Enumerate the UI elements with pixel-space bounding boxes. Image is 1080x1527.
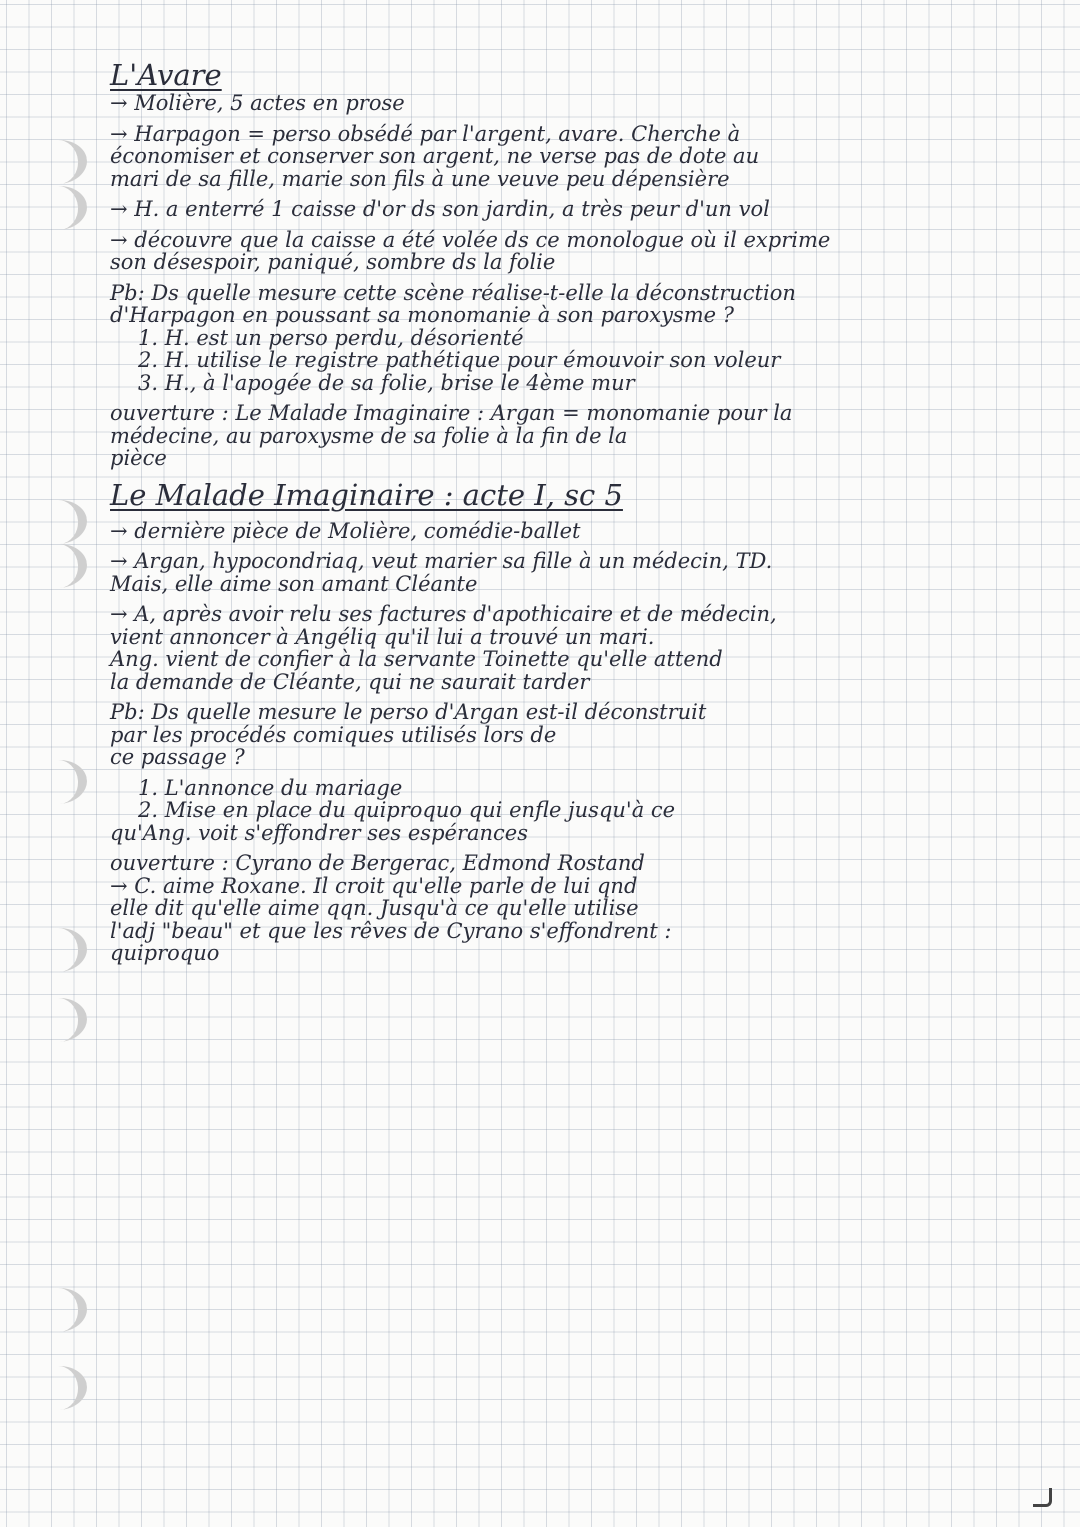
- note-line: quiproquo: [110, 941, 220, 965]
- note-line: 3. H., à l'apogée de sa folie, brise le 4ème mur: [138, 370, 635, 395]
- note-line: Pb: Ds quelle mesure le perso d'Argan est-il déconstruit: [110, 700, 707, 724]
- note-line: médecine, au paroxysme de sa folie à la fin de la: [110, 423, 628, 448]
- binder-hole: [29, 996, 89, 1044]
- binder-hole: [29, 498, 89, 546]
- note-line: qu'Ang. voit s'effondrer ses espérances: [110, 820, 528, 845]
- page-corner-mark: [1033, 1488, 1052, 1507]
- note-line: Mais, elle aime son amant Cléante: [110, 571, 478, 596]
- note-line: d'Harpagon en poussant sa monomanie à son paroxysme ?: [110, 303, 734, 327]
- note-line: → A, après avoir relu ses factures d'apothicaire et de médecin,: [110, 602, 777, 626]
- note-line: Ang. vient de confier à la servante Toinette qu'elle attend: [110, 647, 723, 671]
- note-line: pièce: [110, 446, 167, 470]
- handwritten-notes: [110, 58, 1050, 965]
- note-line: 1. H. est un perso perdu, désorienté: [138, 325, 524, 350]
- note-line: son désespoir, paniqué, sombre ds la folie: [110, 250, 556, 274]
- line-spacer: [110, 470, 1050, 478]
- note-heading: L'Avare: [110, 58, 222, 92]
- binder-hole: [29, 926, 89, 974]
- note-line: ouverture : Le Malade Imaginaire : Argan = monomanie pour la: [110, 401, 793, 425]
- note-line: vient annoncer à Angéliq qu'il lui a trouvé un mari.: [110, 624, 655, 649]
- note-line: 2. Mise en place du quiproquo qui enfle jusqu'à ce: [138, 798, 676, 822]
- binder-hole: [29, 1286, 89, 1334]
- note-heading: Le Malade Imaginaire : acte I, sc 5: [110, 477, 623, 512]
- note-line: la demande de Cléante, qui ne saurait tarder: [110, 669, 590, 694]
- note-line: par les procédés comiques utilisés lors de: [110, 722, 557, 747]
- binder-hole: [29, 758, 89, 806]
- note-line: ouverture : Cyrano de Bergerac, Edmond Rostand: [110, 851, 645, 875]
- note-line: → découvre que la caisse a été volée ds ce monologue où il exprime: [110, 227, 831, 252]
- note-line: l'adj "beau" et que les rêves de Cyrano s'effondrent :: [110, 918, 672, 943]
- binder-hole: [29, 184, 89, 232]
- note-line: → Harpagon = perso obsédé par l'argent, avare. Cherche à: [110, 121, 741, 146]
- note-line: → C. aime Roxane. Il croit qu'elle parle de lui qnd: [110, 873, 638, 898]
- note-line: Pb: Ds quelle mesure cette scène réalise-t-elle la déconstruction: [110, 280, 796, 305]
- note-line: elle dit qu'elle aime qqn. Jusqu'à ce qu'elle utilise: [110, 896, 639, 920]
- note-line: 2. H. utilise le registre pathétique pour émouvoir son voleur: [138, 348, 781, 372]
- note-line: économiser et conserver son argent, ne verse pas de dote au: [110, 144, 760, 168]
- note-line: 1. L'annonce du mariage: [138, 775, 403, 800]
- note-line: → H. a enterré 1 caisse d'or ds son jardin, a très peur d'un vol: [110, 197, 770, 221]
- binder-hole: [29, 138, 89, 186]
- binder-hole: [29, 1364, 89, 1412]
- note-line: ce passage ?: [110, 745, 245, 769]
- binder-hole: [29, 542, 89, 590]
- note-line: → Molière, 5 actes en prose: [110, 91, 405, 115]
- note-line: mari de sa fille, marie son fils à une veuve peu dépensière: [110, 166, 730, 191]
- note-line: → dernière pièce de Molière, comédie-ballet: [110, 518, 581, 543]
- note-line: → Argan, hypocondriaq, veut marier sa fille à un médecin, TD.: [110, 549, 773, 573]
